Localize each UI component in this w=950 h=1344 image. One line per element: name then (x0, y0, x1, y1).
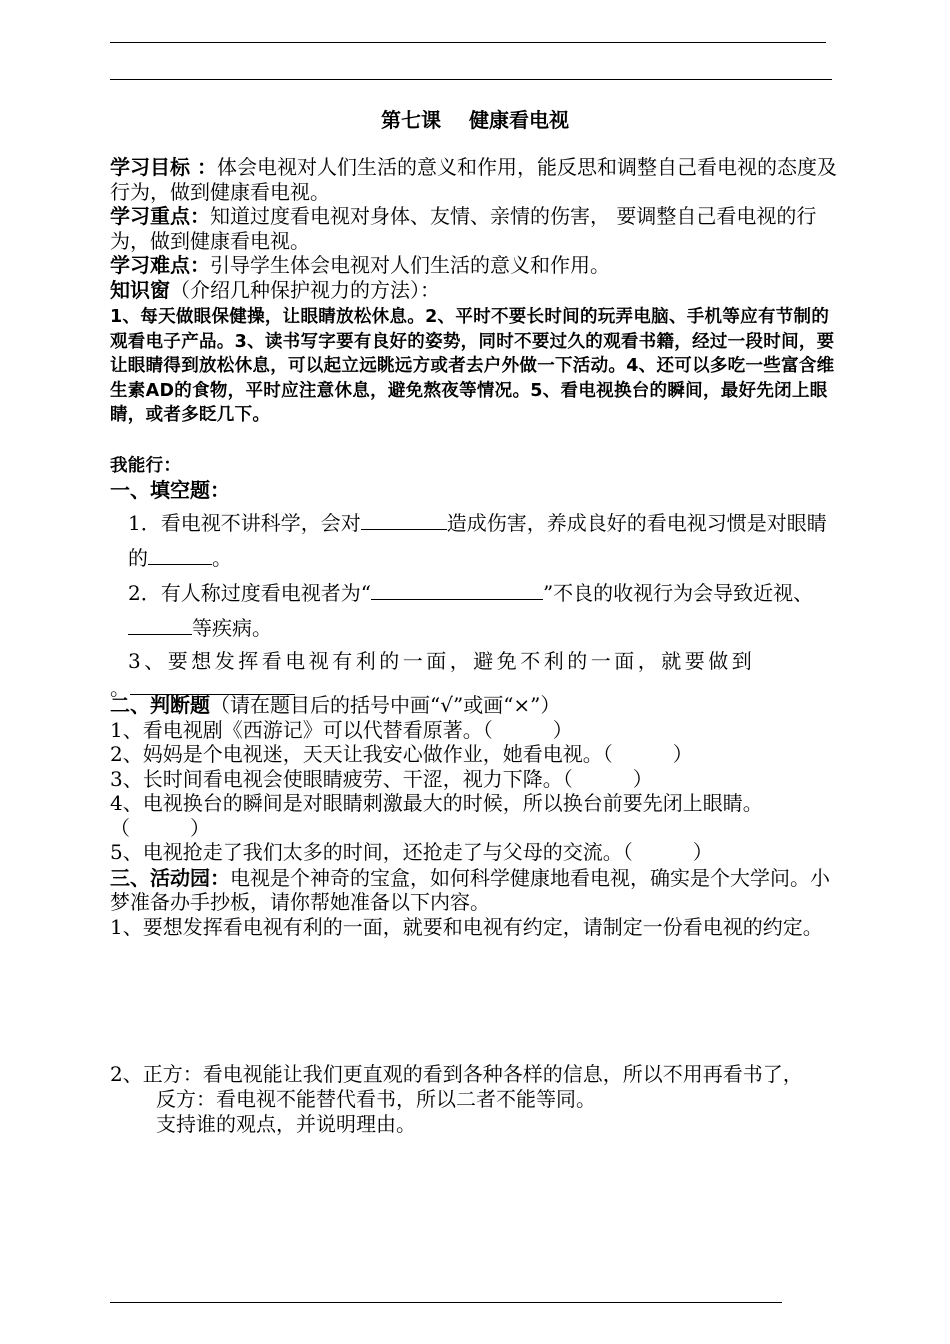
text: 造成伤害，养成良好的看电视习惯是对眼睛的 (128, 511, 827, 570)
label: 学习难点： (110, 253, 210, 277)
section2 (110, 693, 842, 939)
question-3 (110, 646, 842, 676)
knowledge-text: 1、每天做眼保健操，让眼睛放松休息。2、平时不要长时间的玩弄电脑、手机等应有节制的观看电子产品。3、读书写字要有良好的姿势，同时不要过久的观看书籍，经过一段时间，要让眼睛得到放松休息，可以起立远眺远方或者去户外做一下活动。4、还可以多吃一些富含维生素AD的食物，平时应注意休息，避免熬夜等情况。5、看电视换台的瞬间，最好先闭上眼睛，或者多眨几下。 (110, 307, 835, 425)
label: 三、活动园： (110, 865, 230, 890)
text: 体会电视对人们生活的意义和作用，能反思和调整自己看电视的态度及行为，做到健康看电视。 (110, 155, 837, 204)
judge-item: 3、长时间看电视会使眼睛疲劳、干涩，视力下降。（ ） (110, 766, 653, 791)
label: 知识窗 (110, 277, 170, 302)
page-title (0, 104, 950, 133)
judge-item: 4、电视换台的瞬间是对眼睛刺激最大的时候，所以换台前要先闭上眼睛。（ ） (110, 791, 763, 840)
blank[interactable] (128, 616, 192, 635)
activity-question-2 (110, 1062, 842, 1137)
text: ”不良的收视行为会导致近视、 (542, 581, 814, 605)
pro-view: 2、正方：看电视能让我们更直观的看到各种各样的信息，所以不用再看书了， (110, 1062, 803, 1086)
judge-item: 5、电视抢走了我们太多的时间，还抢走了与父母的交流。（ ） (110, 840, 713, 864)
judge-item: 2、妈妈是个电视迷，天天让我安心做作业，她看电视。（ ） (110, 742, 693, 766)
activity-question-1: 1、要想发挥看电视有利的一面，就要和电视有约定，请制定一份看电视的约定。 (110, 914, 823, 939)
blank[interactable] (371, 581, 543, 600)
question-1 (110, 506, 842, 576)
footer-rule (110, 1302, 782, 1303)
label: 二、判断题 (110, 693, 210, 717)
label: 学习重点： (110, 204, 210, 228)
lesson-name: 健康看电视 (469, 108, 569, 132)
text: 知道过度看电视对身体、友情、亲情的伤害， 要调整自己看电视的行为，做到健康看电视。 (110, 204, 817, 253)
question-prompt: 支持谁的观点，并说明理由。 (156, 1112, 416, 1136)
blank[interactable] (148, 546, 212, 565)
note: （介绍几种保护视力的方法）： (170, 277, 440, 302)
question-2 (110, 576, 842, 646)
section1-heading: 一、填空题： (110, 478, 230, 502)
text: 1．看电视不讲科学，会对 (128, 511, 361, 535)
text: 。 (110, 676, 130, 700)
can-do-heading: 我能行： (110, 456, 182, 476)
goals (110, 155, 842, 302)
header-rule-1 (110, 42, 826, 43)
text: 电视是个神奇的宝盒，如何科学健康地看电视，确实是个大学问。小梦准备办手抄板，请你帮她准备以下内容。 (110, 865, 830, 914)
text: 。 (212, 546, 232, 570)
lesson-number: 第七课 (381, 108, 441, 132)
note: （请在题目后的括号中画“√”或画“×”） (210, 693, 561, 717)
blank[interactable] (361, 511, 447, 530)
section3-intro (110, 866, 842, 915)
goal-difficulty (110, 253, 842, 278)
text: 引导学生体会电视对人们生活的意义和作用。 (210, 253, 610, 277)
text: 3、要想发挥看电视有利的一面，避免不利的一面，就要做到 (128, 649, 756, 673)
goal-focus (110, 204, 842, 253)
fill-blank-questions (110, 506, 842, 699)
section2-heading (110, 693, 842, 718)
knowledge-heading (110, 278, 842, 303)
label: 学习目标 ： (110, 155, 217, 179)
header-rule-2 (110, 79, 832, 80)
judge-item: 1、看电视剧《西游记》可以代替看原著。（ ） (110, 717, 573, 742)
con-view: 反方：看电视不能替代看书，所以二者不能等同。 (156, 1087, 596, 1111)
goal-objective (110, 155, 842, 204)
text: 2．有人称过度看电视者为“ (128, 581, 371, 605)
text: 等疾病。 (192, 616, 272, 640)
